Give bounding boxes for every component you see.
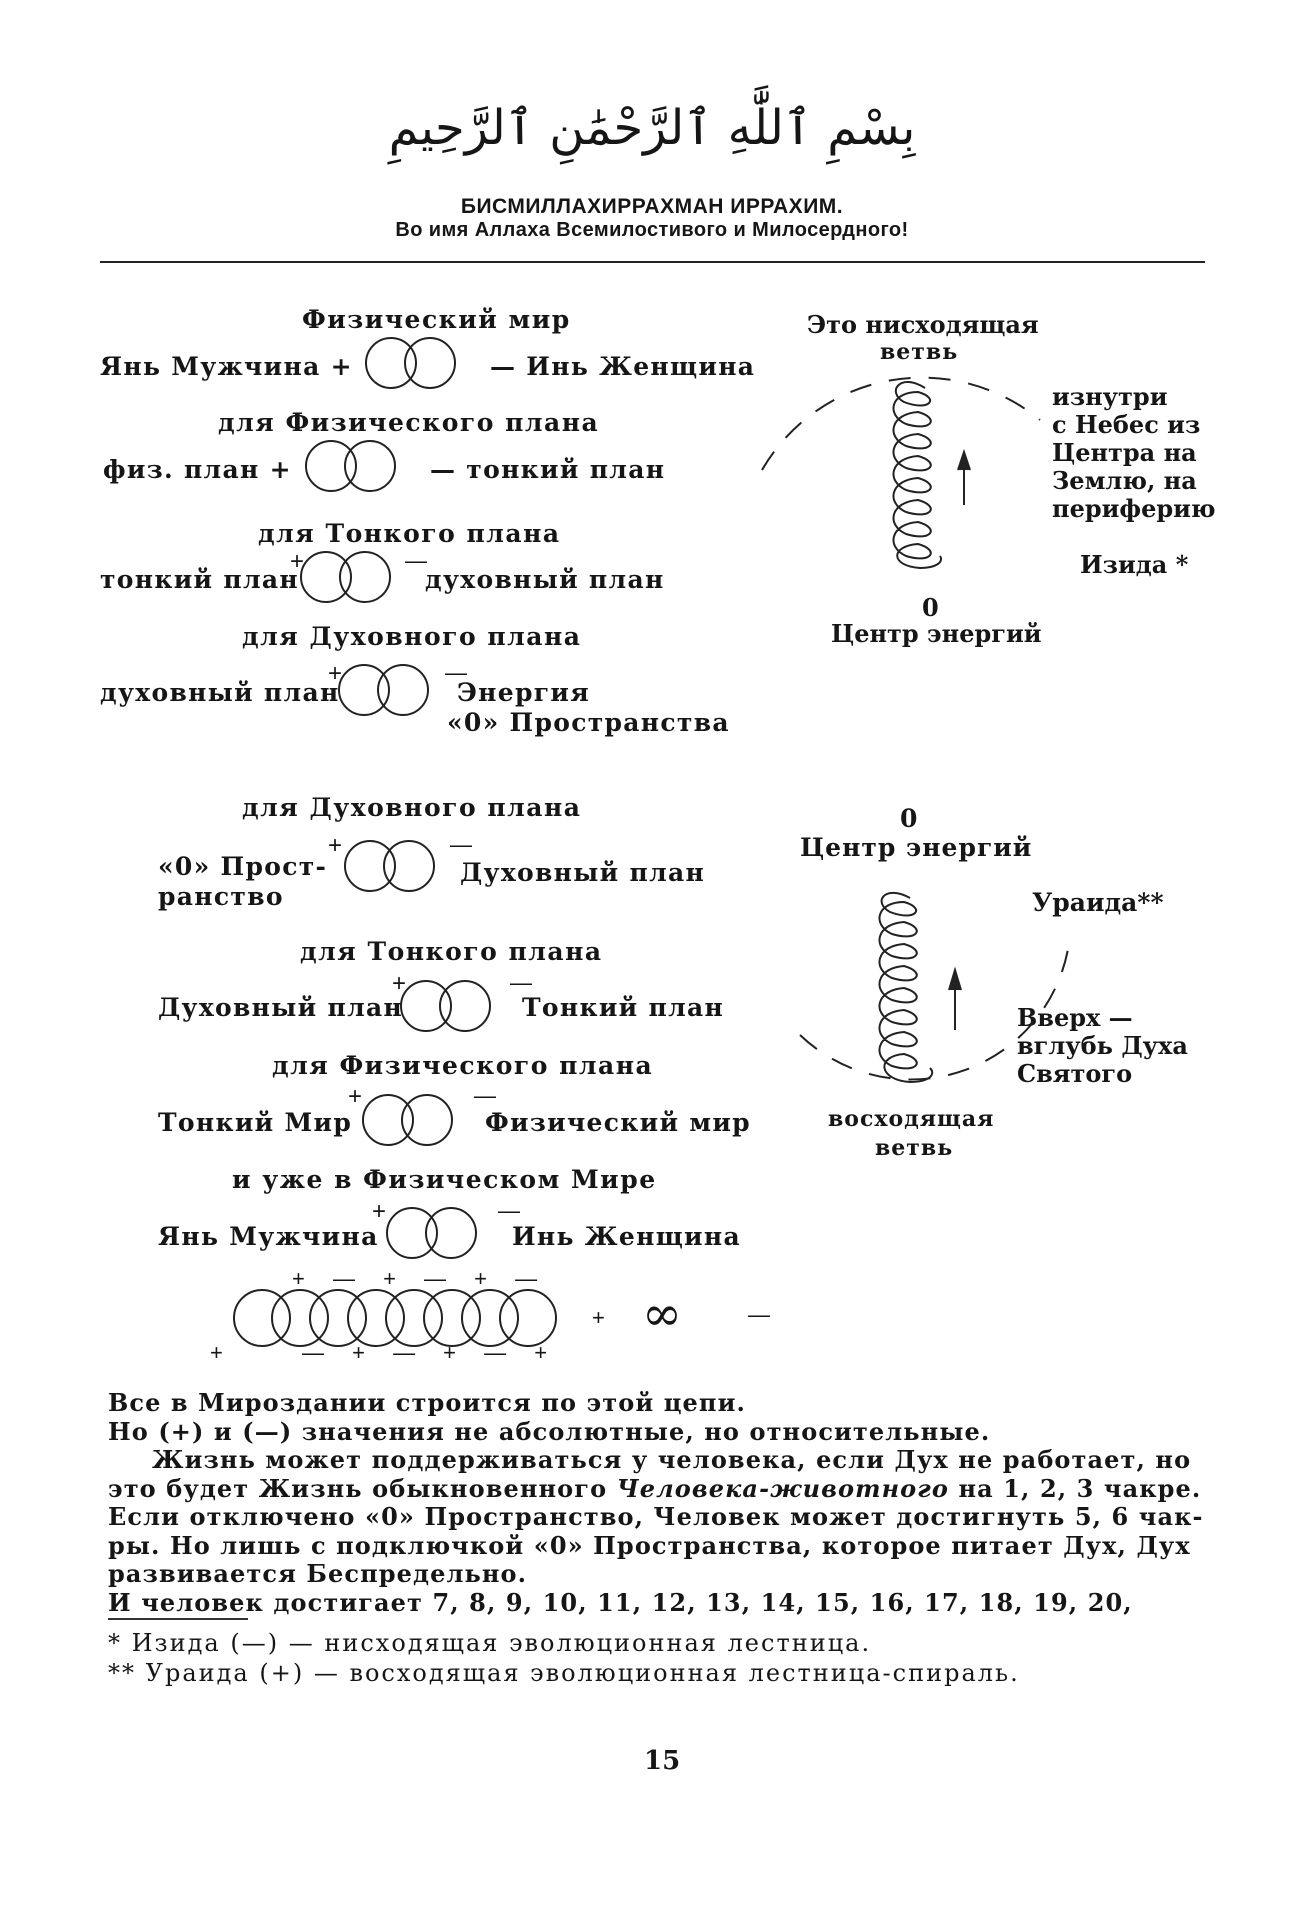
lt-row2-right: — тонкий план <box>430 455 666 484</box>
infinity-minus: — <box>748 1302 770 1327</box>
plus-sign: + <box>372 1198 387 1225</box>
minus-sign: — <box>445 660 467 685</box>
descending-arc <box>762 378 1040 470</box>
paragraph-line-4-c: на 1, 2, 3 чакре. <box>958 1474 1202 1503</box>
chain-signs-top: + — + — + — <box>292 1266 549 1291</box>
lb-heading-1: для Духовного плана <box>242 793 582 822</box>
lb-row1-left2: ранство <box>158 882 284 911</box>
paragraph-line-8: И человек достигает 7, 8, 9, 10, 11, 12, 13, 14, 15, 16, 17, 18, 19, 20, <box>108 1588 1133 1617</box>
circle-pair <box>339 665 428 715</box>
lt-row3-right: духовный план <box>425 565 665 594</box>
lt-row4-left: духовный план <box>100 678 340 707</box>
chain-sign-plus-left: + <box>210 1340 223 1365</box>
descending-spiral <box>894 382 942 568</box>
up-arrow-head <box>949 970 961 990</box>
lt-heading-2: для Физического плана <box>218 408 600 437</box>
rb-zero: 0 <box>900 804 918 833</box>
circle-pair <box>387 1208 476 1258</box>
lt-row2-left: физ. план + <box>103 455 292 484</box>
paragraph-line-4-italic: Человека-животного <box>616 1474 949 1503</box>
rt-zero: 0 <box>922 593 939 622</box>
infinity-symbol: ∞ <box>642 1286 682 1342</box>
circle-pair <box>366 338 455 388</box>
paragraph-line-2: Но (+) и (—) значения не абсолютные, но относительные. <box>108 1417 991 1446</box>
infinity-plus: + <box>592 1305 605 1330</box>
paragraph-line-5: Если отключено «0» Пространство, Человек может достигнуть 5, 6 чак- <box>108 1502 1204 1531</box>
rb-side-2: вглубь Духа <box>1017 1031 1188 1060</box>
lb-row2-left: Духовный план <box>158 993 404 1022</box>
rt-side-1: изнутри <box>1052 382 1168 411</box>
lb-heading-3: для Физического плана <box>272 1051 654 1080</box>
lt-heading-4: для Духовного плана <box>242 622 582 651</box>
paragraph-line-1: Все в Мироздании строится по этой цепи. <box>108 1388 746 1417</box>
paragraph-line-4-a: это будет Жизнь обыкновенного <box>108 1474 608 1503</box>
plus-sign: + <box>328 832 343 859</box>
rt-side-4: Землю, на <box>1052 466 1197 495</box>
lt-row4-right2: «0» Пространства <box>447 708 730 737</box>
paragraph-line-6: ры. Но лишь с подключкой «0» Пространства, которое питает Дух, Дух <box>108 1531 1191 1560</box>
rt-title-2: ветвь <box>880 339 959 365</box>
page-number: 15 <box>644 1746 681 1776</box>
rb-name-uraida: Ураида** <box>1032 888 1164 917</box>
rb-center: Центр энергий <box>800 833 1033 862</box>
ascending-spiral <box>880 893 933 1082</box>
lt-heading-3: для Тонкого плана <box>258 519 561 548</box>
paragraph-line-7: развивается Беспредельно. <box>108 1559 528 1588</box>
plus-sign: + <box>290 548 305 575</box>
lb-row1-right: Духовный план <box>460 858 706 887</box>
lt-row4-right1: Энергия <box>457 678 591 707</box>
minus-sign: — <box>450 832 472 857</box>
rb-side-3: Святого <box>1017 1059 1133 1088</box>
header-subtitle: Во имя Аллаха Всемилостивого и Милосердного! <box>395 219 909 241</box>
circle-pair <box>345 841 434 891</box>
lt-row1-right: — Инь Женщина <box>490 352 756 381</box>
minus-sign: — <box>510 970 532 995</box>
circle-pair <box>401 981 490 1031</box>
rt-title-1: Это нисходящая <box>807 310 1039 339</box>
lb-row3-left: Тонкий Мир <box>158 1108 353 1137</box>
lb-row2-right: Тонкий план <box>522 993 725 1022</box>
lb-row3-right: Физический мир <box>485 1108 751 1137</box>
lt-row1-left: Янь Мужчина + <box>100 352 353 381</box>
minus-sign: — <box>405 548 427 573</box>
rt-side-2: с Небес из <box>1052 410 1201 439</box>
plus-sign: + <box>392 970 407 997</box>
rb-side-1: Вверх — <box>1017 1003 1133 1032</box>
rt-center: Центр энергий <box>831 619 1042 648</box>
plus-sign: + <box>328 660 343 687</box>
lb-row4-left: Янь Мужчина <box>158 1222 379 1251</box>
footnote-1: * Изида (—) — нисходящая эволюционная лестница. <box>108 1629 872 1657</box>
lb-heading-2: для Тонкого плана <box>300 937 603 966</box>
footnote-rule <box>108 1618 248 1620</box>
paragraph-line-3: Жизнь может поддерживаться у человека, если Дух не работает, но <box>152 1445 1192 1474</box>
rt-side-5: периферию <box>1052 494 1216 523</box>
circle-pair <box>301 552 390 602</box>
chain-signs-bottom: — + — + — + <box>302 1340 559 1365</box>
rb-bottom-1: восходящая <box>828 1106 995 1132</box>
circle-chain <box>234 1290 556 1346</box>
lt-row3-left: тонкий план <box>100 565 300 594</box>
ascending-arc <box>800 935 1070 1080</box>
circle-pair <box>306 441 395 491</box>
footnote-2: ** Ураида (+) — восходящая эволюционная лестница-спираль. <box>108 1659 1020 1687</box>
lt-heading-1: Физический мир <box>302 305 571 334</box>
rb-bottom-2: ветвь <box>875 1135 954 1161</box>
header-title: БИСМИЛЛАХИРРАХМАН ИРРАХИМ. <box>460 195 844 218</box>
lb-heading-4: и уже в Физическом Мире <box>232 1165 657 1194</box>
minus-sign: — <box>498 1198 520 1223</box>
minus-sign: — <box>474 1083 496 1108</box>
plus-sign: + <box>348 1083 363 1110</box>
arabic-calligraphy: بِسْمِ ٱللَّٰهِ ٱلرَّحْمَٰنِ ٱلرَّحِيمِ <box>388 100 916 156</box>
lb-row1-left1: «0» Прост- <box>158 852 328 881</box>
up-arrow-head <box>958 452 970 470</box>
rt-name-isida: Изида * <box>1080 550 1189 579</box>
paragraph-line-4 <box>108 1475 1201 1504</box>
circle-pair <box>363 1095 452 1145</box>
rt-side-3: Центра на <box>1052 438 1197 467</box>
lb-row4-right: Инь Женщина <box>512 1222 741 1251</box>
